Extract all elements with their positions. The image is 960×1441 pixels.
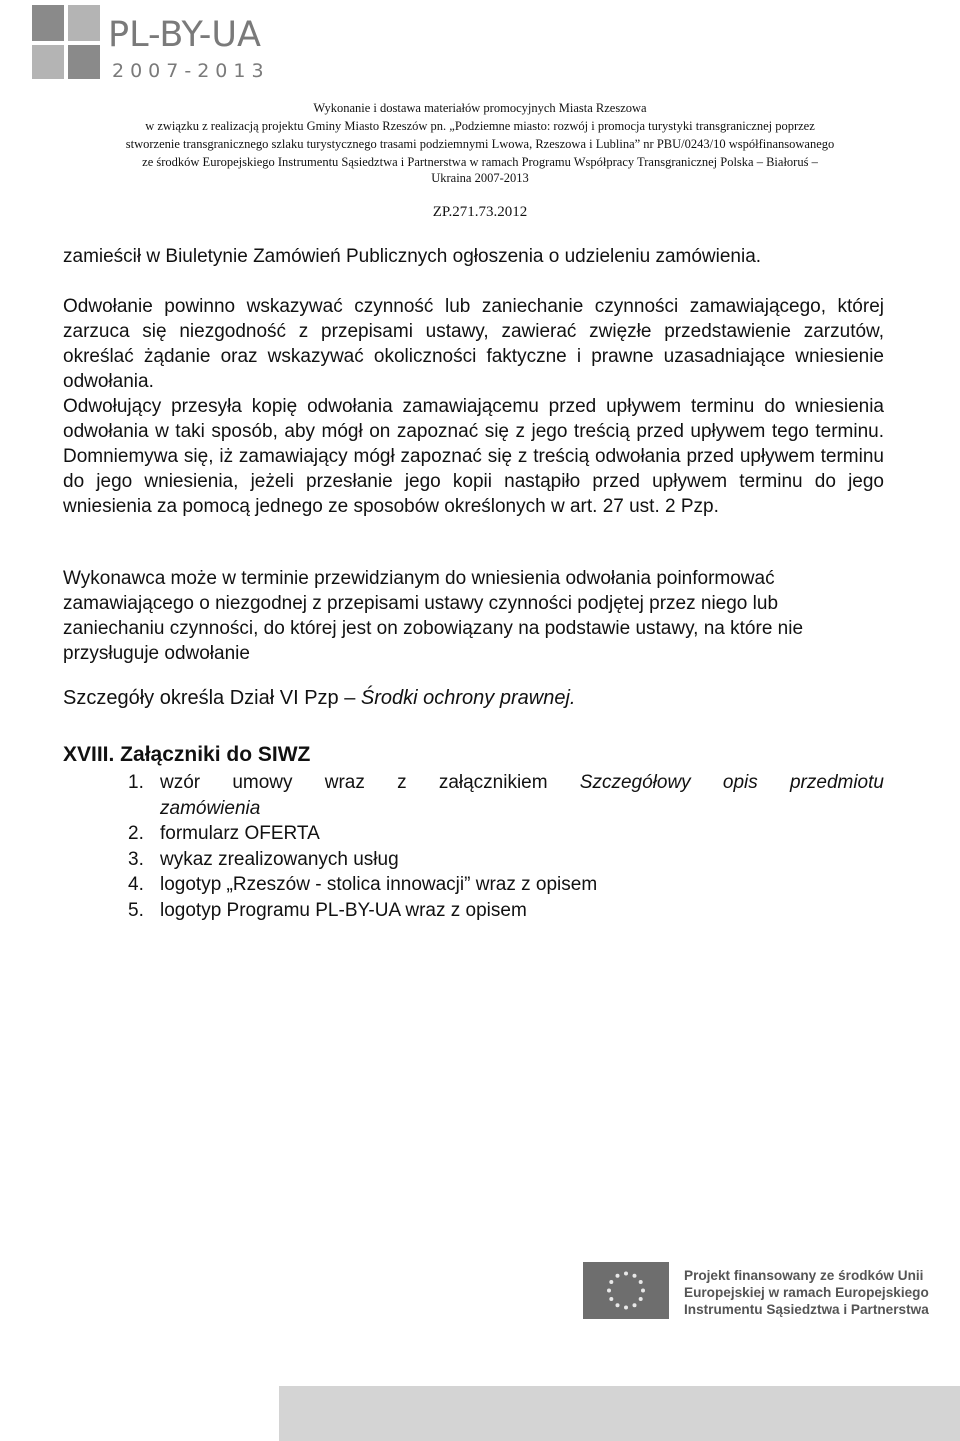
reference-number: ZP.271.73.2012 (432, 204, 528, 220)
list-item: 3. wykaz zrealizowanych usług (128, 848, 399, 870)
funding-text: Projekt finansowany ze środków Unii Europejskiej w ramach Europejskiego Instrumentu Sąsiedztwa i Partnerstwa (684, 1268, 929, 1317)
paragraph-legal-remedies: Szczegóły określa Dział VI Pzp – Środki ochrony prawnej. (63, 687, 576, 709)
list-item: 5. logotyp Programu PL-BY-UA wraz z opisem (128, 899, 527, 921)
star-icon (639, 1280, 643, 1284)
star-icon (624, 1306, 628, 1310)
paragraph-publication: zamieścił w Biuletynie Zamówień Publicznych ogłoszenia o udzieleniu zamówienia. (63, 246, 762, 267)
list-item: 2. formularz OFERTA (128, 823, 320, 844)
star-icon (616, 1274, 620, 1278)
attachments-list (128, 770, 884, 923)
star-icon (607, 1289, 611, 1293)
logo-years: 2007-2013 (112, 60, 270, 82)
star-icon (609, 1280, 613, 1284)
star-icon (616, 1303, 620, 1307)
header-line-5: Ukraina 2007-2013 (431, 171, 529, 185)
pl-by-ua-logo (30, 2, 330, 82)
header-line-1: Wykonanie i dostawa materiałów promocyjnych Miasta Rzeszowa (313, 101, 647, 115)
star-icon (624, 1272, 628, 1276)
header-line-2: w związku z realizacją projektu Gminy Miasto Rzeszów pn. „Podziemne miasto: rozwój i promocja turystyki transgranicznej poprzez (145, 119, 815, 133)
paragraph-appeal-copy: Odwołujący przesyła kopię odwołania zamawiającemu przed upływem terminu do wniesienia odwołania w taki sposób, aby mógł on zapoznać się z jego treścią przed upływem tego terminu. Domniemywa się, iż zamawiający mógł zapoznać się z treścią odwołania przed upływem terminu do jego wniesienia, jeżeli przesłanie jego kopii nastąpiło przed upływem terminu do jego wniesienia za pomocą jednego ze sposobów określonych w art. 27 ust. 2 Pzp. (63, 396, 884, 517)
section-title: XVIII. Załączniki do SIWZ (63, 743, 311, 766)
header-line-4: ze środków Europejskiego Instrumentu Sąsiedztwa i Partnerstwa w ramach Programu Współpracy Transgranicznej Polska – Białoruś – (142, 155, 818, 169)
eu-flag-icon (583, 1262, 669, 1319)
star-icon (633, 1303, 637, 1307)
star-icon (633, 1274, 637, 1278)
paragraph-appeal-content: Odwołanie powinno wskazywać czynność lub zaniechanie czynności zamawiającego, której zarzuca się niezgodność z przepisami ustawy, zawierać zwięzłe przedstawienie zarzutów, określać żądanie oraz wskazywać okoliczności faktyczne i prawne uzasadniające wniesienie odwołania. (63, 296, 884, 392)
footer-bar (279, 1386, 960, 1441)
star-icon (641, 1289, 645, 1293)
list-item: 4. logotyp „Rzeszów - stolica innowacji” wraz z opisem (128, 874, 598, 895)
list-item: 1. wzór umowy wraz z załącznikiem Szczegółowy opis przedmiotu zamówienia (128, 772, 884, 819)
logo-wordmark: PL-BY-UA (108, 15, 261, 55)
eu-stars-icon (583, 1262, 669, 1319)
header-line-3: stworzenie transgranicznego szlaku turystycznego trasami podziemnymi Lwowa, Rzeszowa i Lublina” nr PBU/0243/10 współfinansowanego (125, 137, 835, 151)
star-icon (639, 1297, 643, 1301)
star-icon (609, 1297, 613, 1301)
paragraph-contractor-notice: Wykonawca może w terminie przewidzianym do wniesienia odwołania poinformować zamawiającego o niezgodnej z przepisami ustawy czynności podjętej przez niego lub zaniechaniu czynności, do której jest on zobowiązany na podstawie ustawy, na które nie przysługuje odwołanie (63, 568, 804, 664)
